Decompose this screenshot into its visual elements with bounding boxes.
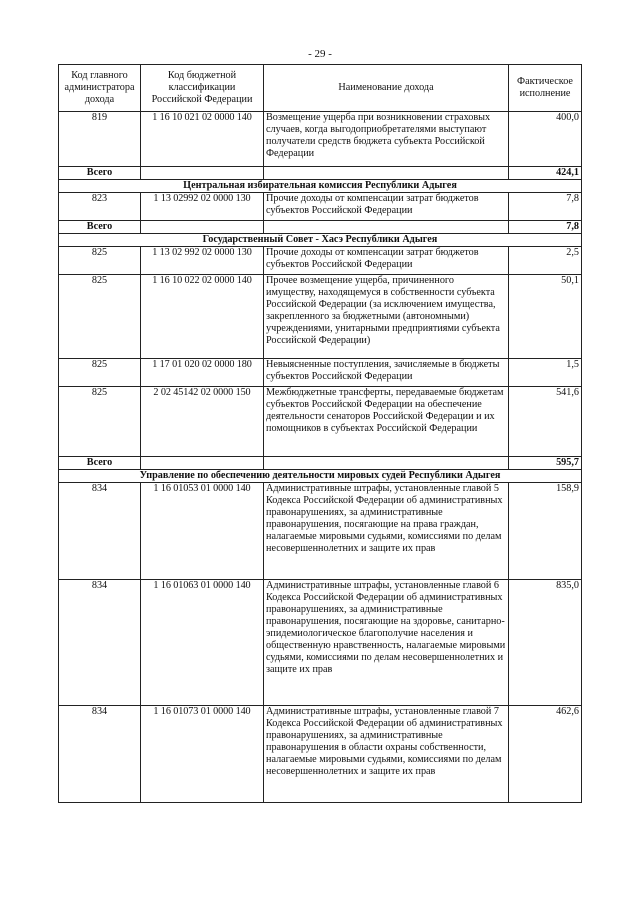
header-income-name: Наименование дохода (264, 65, 509, 112)
table-row (59, 193, 582, 221)
income-name-cell: Административные штрафы, установленные главой 7 Кодекса Российской Федерации об административных правонарушениях, за административные правонарушения в области охраны собственности, налагаемые мировыми судьями, комиссиями по делам несовершеннолетних и защите их прав (264, 706, 509, 803)
admin-code-cell: 825 (59, 359, 141, 387)
header-admin-code: Код главного администратора дохода (59, 65, 141, 112)
table-header-row (59, 65, 582, 112)
table-row (59, 359, 582, 387)
total-empty-cell (264, 221, 509, 234)
income-name-cell: Возмещение ущерба при возникновении страховых случаев, когда выгодоприобретателями выступают получатели средств бюджета субъекта Российской Федерации (264, 112, 509, 167)
budget-code-cell: 2 02 45142 02 0000 150 (141, 387, 264, 457)
income-name-cell: Прочие доходы от компенсации затрат бюджетов субъектов Российской Федерации (264, 193, 509, 221)
income-name-cell: Невыясненные поступления, зачисляемые в бюджеты субъектов Российской Федерации (264, 359, 509, 387)
section-header-row (59, 180, 582, 193)
budget-code-cell: 1 13 02992 02 0000 130 (141, 193, 264, 221)
table-row (59, 387, 582, 457)
amount-cell: 7,8 (509, 193, 582, 221)
section-header-row (59, 470, 582, 483)
total-amount: 595,7 (509, 457, 582, 470)
admin-code-cell: 834 (59, 483, 141, 580)
income-name-cell: Административные штрафы, установленные главой 6 Кодекса Российской Федерации об административных правонарушениях, за административные правонарушения, посягающие на здоровье, санитарно-эпидемиологическое благополучие населения и общественную нравственность, налагаемые мировыми судьями, комиссиями по делам несовершеннолетних и защите их прав (264, 580, 509, 706)
total-amount: 7,8 (509, 221, 582, 234)
budget-code-cell: 1 16 10 021 02 0000 140 (141, 112, 264, 167)
table-row (59, 483, 582, 580)
budget-code-cell: 1 16 01053 01 0000 140 (141, 483, 264, 580)
table-body (59, 112, 582, 803)
table-row (59, 706, 582, 803)
total-label: Всего (59, 167, 141, 180)
budget-code-cell: 1 16 10 022 02 0000 140 (141, 275, 264, 359)
total-amount: 424,1 (509, 167, 582, 180)
admin-code-cell: 819 (59, 112, 141, 167)
table-row (59, 112, 582, 167)
table-row (59, 275, 582, 359)
page-number: - 29 - (308, 48, 332, 60)
admin-code-cell: 834 (59, 580, 141, 706)
section-header-row (59, 234, 582, 247)
budget-code-cell: 1 16 01063 01 0000 140 (141, 580, 264, 706)
amount-cell: 2,5 (509, 247, 582, 275)
total-row (59, 167, 582, 180)
amount-cell: 400,0 (509, 112, 582, 167)
total-empty-cell (264, 457, 509, 470)
section-title: Управление по обеспечению деятельности мировых судей Республики Адыгея (59, 470, 582, 483)
budget-code-cell: 1 16 01073 01 0000 140 (141, 706, 264, 803)
total-empty-cell (141, 221, 264, 234)
amount-cell: 462,6 (509, 706, 582, 803)
table-row (59, 580, 582, 706)
amount-cell: 50,1 (509, 275, 582, 359)
section-title: Государственный Совет - Хасэ Республики Адыгея (59, 234, 582, 247)
section-title: Центральная избирательная комиссия Республики Адыгея (59, 180, 582, 193)
total-row (59, 457, 582, 470)
admin-code-cell: 825 (59, 247, 141, 275)
admin-code-cell: 823 (59, 193, 141, 221)
header-budget-code: Код бюджетной классификации Российской Федерации (141, 65, 264, 112)
revenue-table (58, 64, 582, 803)
table-row (59, 247, 582, 275)
budget-code-cell: 1 13 02 992 02 0000 130 (141, 247, 264, 275)
total-label: Всего (59, 221, 141, 234)
admin-code-cell: 825 (59, 387, 141, 457)
amount-cell: 835,0 (509, 580, 582, 706)
amount-cell: 1,5 (509, 359, 582, 387)
header-actual-execution: Фактическое исполнение (509, 65, 582, 112)
total-empty-cell (141, 457, 264, 470)
amount-cell: 541,6 (509, 387, 582, 457)
total-empty-cell (264, 167, 509, 180)
amount-cell: 158,9 (509, 483, 582, 580)
income-name-cell: Межбюджетные трансферты, передаваемые бюджетам субъектов Российской Федерации на обеспечение деятельности сенаторов Российской Федерации и их помощников в субъектах Российской Федерации (264, 387, 509, 457)
total-empty-cell (141, 167, 264, 180)
total-label: Всего (59, 457, 141, 470)
admin-code-cell: 825 (59, 275, 141, 359)
income-name-cell: Прочее возмещение ущерба, причиненного имуществу, находящемуся в собственности субъекта Российской Федерации (за исключением имущества, закрепленного за бюджетными (автономными) учреждениями, унитарными предприятиями субъекта Российской Федерации) (264, 275, 509, 359)
budget-code-cell: 1 17 01 020 02 0000 180 (141, 359, 264, 387)
admin-code-cell: 834 (59, 706, 141, 803)
income-name-cell: Административные штрафы, установленные главой 5 Кодекса Российской Федерации об административных правонарушениях, за административные правонарушения, посягающие на права граждан, налагаемые мировыми судьями, комиссиями по делам несовершеннолетних и защите их прав (264, 483, 509, 580)
total-row (59, 221, 582, 234)
income-name-cell: Прочие доходы от компенсации затрат бюджетов субъектов Российской Федерации (264, 247, 509, 275)
